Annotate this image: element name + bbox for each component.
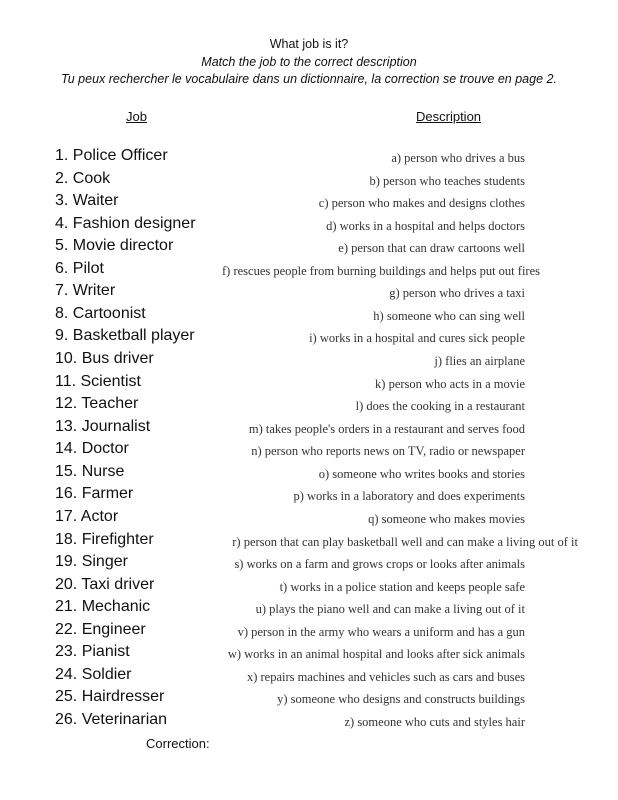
list-item bbox=[0, 711, 618, 733]
job-description: k) person who acts in a movie bbox=[371, 377, 525, 392]
list-item bbox=[0, 485, 618, 507]
job-name: 18. Firefighter bbox=[55, 530, 154, 548]
job-name: 17. Actor bbox=[55, 507, 119, 525]
job-name: 7. Writer bbox=[55, 282, 116, 300]
list-item bbox=[0, 688, 618, 710]
list-item bbox=[0, 395, 618, 417]
instruction: Match the job to the correct description bbox=[201, 55, 417, 69]
job-description: m) takes people's orders in a restaurant and serves food bbox=[245, 422, 525, 437]
job-name: 24. Soldier bbox=[55, 665, 132, 683]
list-item bbox=[0, 418, 618, 440]
list-item bbox=[0, 237, 618, 259]
job-name: 22. Engineer bbox=[55, 620, 146, 638]
job-description: j) flies an airplane bbox=[430, 354, 525, 369]
list-item bbox=[0, 260, 618, 282]
job-description: n) person who reports news on TV, radio or newspaper bbox=[247, 444, 525, 459]
job-description: t) works in a police station and keeps people safe bbox=[276, 580, 525, 595]
list-item bbox=[0, 373, 618, 395]
job-description: q) someone who makes movies bbox=[364, 512, 525, 527]
job-name: 21. Mechanic bbox=[55, 598, 151, 616]
job-description: r) person that can play basketball well and can make a living out of it bbox=[228, 535, 578, 550]
job-description: x) repairs machines and vehicles such as cars and buses bbox=[243, 670, 525, 685]
job-description: l) does the cooking in a restaurant bbox=[352, 399, 525, 414]
list-item bbox=[0, 553, 618, 575]
job-description: u) plays the piano well and can make a living out of it bbox=[252, 602, 525, 617]
job-name: 3. Waiter bbox=[55, 192, 119, 210]
list-item bbox=[0, 643, 618, 665]
job-name: 10. Bus driver bbox=[55, 350, 154, 368]
job-description: d) works in a hospital and helps doctors bbox=[322, 219, 525, 234]
list-item bbox=[0, 350, 618, 372]
job-name: 23. Pianist bbox=[55, 643, 130, 661]
job-description: w) works in an animal hospital and looks after sick animals bbox=[224, 647, 525, 662]
list-item bbox=[0, 147, 618, 169]
job-name: 13. Journalist bbox=[55, 417, 151, 435]
job-description: f) rescues people from burning buildings and helps put out fires bbox=[218, 264, 540, 279]
worksheet-title: What job is it? bbox=[269, 37, 349, 51]
job-name: 5. Movie director bbox=[55, 237, 174, 255]
job-column-header: Job bbox=[126, 109, 147, 124]
job-name: 12. Teacher bbox=[55, 395, 139, 413]
list-item bbox=[0, 576, 618, 598]
job-description: o) someone who writes books and stories bbox=[315, 467, 525, 482]
job-name: 1. Police Officer bbox=[55, 147, 168, 164]
job-description: g) person who drives a taxi bbox=[385, 286, 525, 301]
job-description: b) person who teaches students bbox=[365, 174, 525, 189]
job-name: 6. Pilot bbox=[55, 259, 104, 277]
description-column-header: Description bbox=[416, 109, 482, 124]
job-name: 2. Cook bbox=[55, 169, 111, 187]
job-name: 11. Scientist bbox=[55, 372, 141, 390]
list-item bbox=[0, 327, 618, 349]
job-description: e) person that can draw cartoons well bbox=[334, 241, 525, 256]
job-name: 16. Farmer bbox=[55, 485, 134, 503]
job-name: 15. Nurse bbox=[55, 462, 125, 480]
list-item bbox=[0, 305, 618, 327]
list-item bbox=[0, 463, 618, 485]
job-description: h) someone who can sing well bbox=[369, 309, 525, 324]
job-description: s) works on a farm and grows crops or looks after animals bbox=[230, 557, 525, 572]
list-item bbox=[0, 170, 618, 192]
job-name: 26. Veterinarian bbox=[55, 711, 168, 728]
job-description: i) works in a hospital and cures sick people bbox=[305, 331, 525, 346]
note: Tu peux rechercher le vocabulaire dans un dictionnaire, la correction se trouve en page 2. bbox=[61, 72, 557, 86]
job-name: 20. Taxi driver bbox=[55, 575, 155, 593]
job-name: 9. Basketball player bbox=[55, 327, 195, 345]
list-item bbox=[0, 508, 618, 530]
job-name: 25. Hairdresser bbox=[55, 688, 165, 706]
job-description: z) someone who cuts and styles hair bbox=[340, 715, 525, 730]
list-item bbox=[0, 440, 618, 462]
job-description: p) works in a laboratory and does experiments bbox=[289, 489, 525, 504]
job-name: 14. Doctor bbox=[55, 440, 129, 458]
job-name: 4. Fashion designer bbox=[55, 214, 196, 232]
job-description: y) someone who designs and constructs buildings bbox=[273, 692, 525, 707]
job-name: 19. Singer bbox=[55, 553, 128, 571]
job-name: 8. Cartoonist bbox=[55, 304, 146, 322]
list-item bbox=[0, 621, 618, 643]
list-item bbox=[0, 598, 618, 620]
list-item bbox=[0, 192, 618, 214]
job-description: c) person who makes and designs clothes bbox=[315, 196, 525, 211]
list-item bbox=[0, 282, 618, 304]
list-item bbox=[0, 531, 618, 553]
correction-label: Correction: bbox=[146, 736, 210, 751]
job-description: a) person who drives a bus bbox=[387, 151, 525, 166]
list-item bbox=[0, 215, 618, 237]
job-description: v) person in the army who wears a uniform and has a gun bbox=[234, 625, 525, 640]
list-item bbox=[0, 666, 618, 688]
